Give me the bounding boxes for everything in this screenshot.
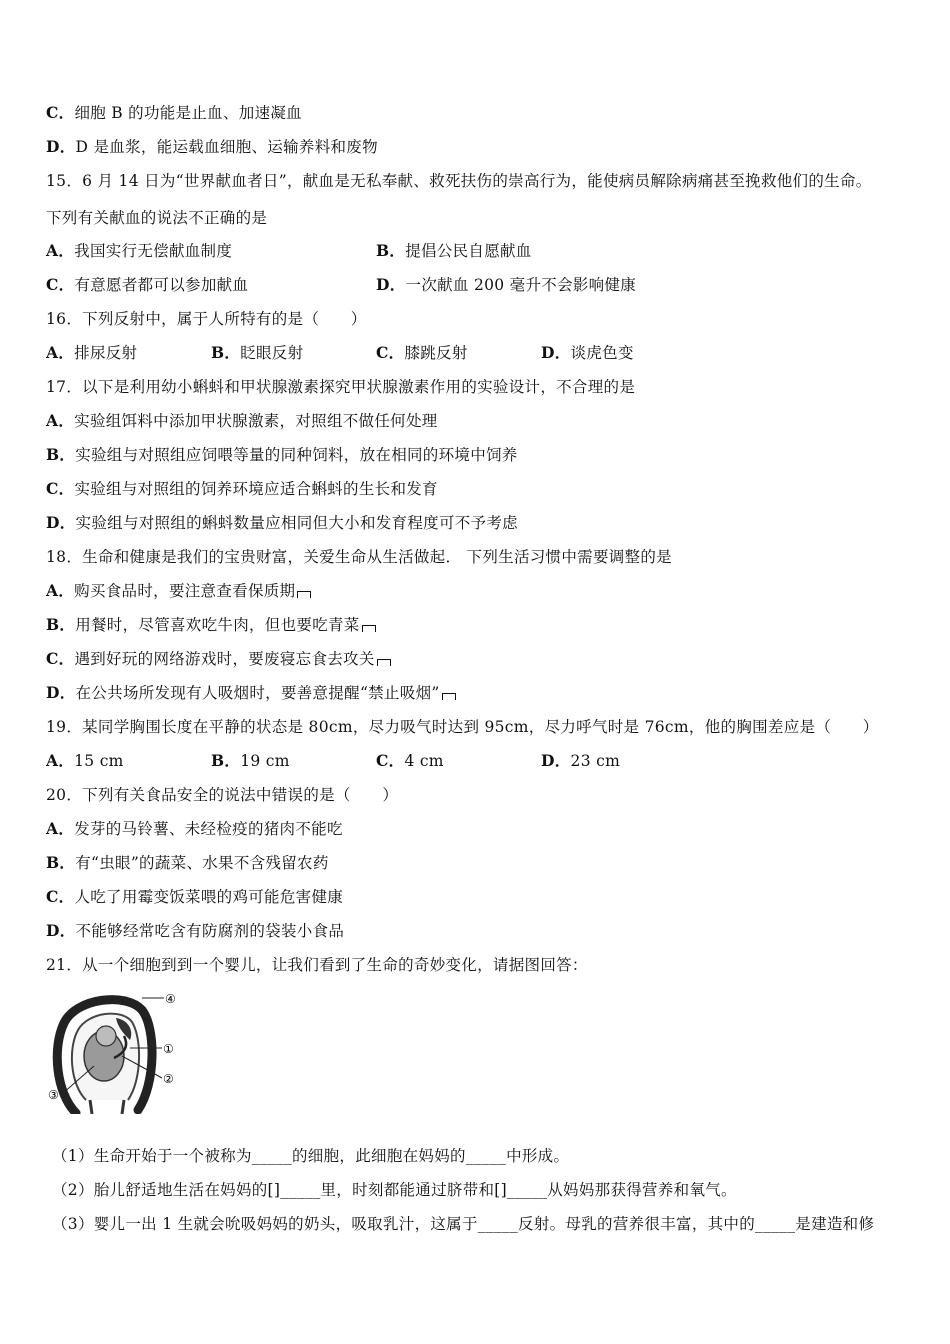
q20-option-d	[46, 921, 344, 941]
option-text: 23 cm	[570, 752, 621, 770]
q21-sub-1	[52, 1146, 569, 1166]
cervix-left-line	[90, 1100, 92, 1114]
label-4: ④	[165, 992, 176, 1006]
option-letter: B．	[376, 241, 406, 260]
option-letter: D．	[46, 921, 76, 940]
q15-option-d	[376, 275, 636, 295]
question-number: 17．	[46, 378, 83, 396]
punctuation-mark-icon	[442, 693, 456, 700]
q18-stem	[46, 547, 672, 567]
option-letter: B．	[211, 751, 241, 770]
option-text: 实验组与对照组的饲养环境应适合蝌蚪的生长和发育	[74, 480, 438, 498]
question-number: 20．	[46, 786, 83, 804]
option-letter: A．	[46, 819, 75, 838]
question-text: 生命和健康是我们的宝贵财富，关爱生命从生活做起． 下列生活习惯中需要调整的是	[82, 548, 672, 566]
sub-question-text: （2）胎儿舒适地生活在妈妈的[]_____里，时刻都能通过脐带和[]_____从妈妈那获得营养和氧气。	[52, 1181, 737, 1199]
option-letter: D．	[541, 343, 571, 362]
option-letter: A．	[46, 581, 75, 600]
option-text: 发芽的马铃薯、未经检疫的猪肉不能吃	[74, 820, 343, 838]
option-text: 细胞 B 的功能是止血、加速凝血	[74, 104, 302, 122]
question-text: 从一个细胞到到一个婴儿，让我们看到了生命的奇妙变化，请据图回答：	[82, 956, 588, 974]
option-text: 实验组饵料中添加甲状腺激素，对照组不做任何处理	[74, 412, 438, 430]
option-letter: D．	[46, 513, 76, 532]
question-text: 下列有关献血的说法不正确的是	[46, 209, 268, 227]
q21-sub-2	[52, 1180, 737, 1200]
q17-stem	[46, 377, 635, 397]
q15-option-c	[46, 275, 248, 295]
option-letter: C．	[46, 649, 75, 668]
option-text: 在公共场所发现有人吸烟时，要善意提醒“禁止吸烟”	[75, 684, 440, 702]
question-text: 下列反射中，属于人所特有的是（ ）	[82, 310, 367, 328]
q15-stem	[46, 171, 872, 191]
question-number: 16．	[46, 310, 83, 328]
option-letter: A．	[46, 411, 75, 430]
punctuation-mark-icon	[362, 625, 376, 632]
option-text: 谈虎色变	[570, 344, 634, 362]
question-text: 某同学胸围长度在平静的状态是 80cm，尽力吸气时达到 95cm，尽力呼气时是 76cm，他的胸围差应是（ ）	[82, 718, 879, 736]
option-text: 提倡公民自愿献血	[405, 242, 532, 260]
q18-option-c	[46, 649, 391, 669]
option-letter: A．	[46, 751, 75, 770]
q19-option-c	[376, 751, 444, 771]
q17-option-b	[46, 445, 518, 465]
q18-option-b	[46, 615, 376, 635]
option-text: 实验组与对照组应饲喂等量的同种饲料，放在相同的环境中饲养	[75, 446, 518, 464]
q16-option-d	[541, 343, 634, 363]
sub-question-text: （1）生命开始于一个被称为_____的细胞，此细胞在妈妈的_____中形成。	[52, 1147, 570, 1165]
option-letter: B．	[46, 445, 76, 464]
q19-option-a	[46, 751, 124, 771]
label-1: ①	[163, 1042, 174, 1056]
option-text: 人吃了用霉变饭菜喂的鸡可能危害健康	[74, 888, 344, 906]
fetus-uterus-figure	[46, 988, 186, 1114]
question-text: 下列有关食品安全的说法中错误的是（ ）	[82, 786, 399, 804]
option-text: 19 cm	[240, 752, 290, 770]
punctuation-mark-icon	[377, 659, 391, 666]
q20-stem	[46, 785, 398, 805]
q20-option-b	[46, 853, 329, 873]
q19-option-d	[541, 751, 620, 771]
option-letter: A．	[46, 343, 75, 362]
q16-option-a	[46, 343, 137, 363]
sub-question-text: （3）婴儿一出 1 生就会吮吸妈妈的奶头，吸取乳汁，这属于_____反射。母乳的营养很丰富，其中的_____是建造和修	[52, 1215, 875, 1233]
option-letter: D．	[376, 275, 406, 294]
q16-stem	[46, 309, 367, 329]
cervix-right-line	[122, 1100, 124, 1114]
option-letter: D．	[46, 137, 76, 156]
option-text: 眨眼反射	[240, 344, 304, 362]
option-text: 有“虫眼”的蔬菜、水果不含残留农药	[75, 854, 329, 872]
option-letter: C．	[376, 343, 405, 362]
question-text: 以下是利用幼小蝌蚪和甲状腺激素探究甲状腺激素作用的实验设计，不合理的是	[82, 378, 636, 396]
q20-option-c	[46, 887, 343, 907]
question-text: 6 月 14 日为“世界献血者日”，献血是无私奉献、救死扶伤的崇高行为，能使病员解除病痛甚至挽救他们的生命。	[82, 172, 872, 190]
q14-option-c	[46, 103, 302, 123]
q18-option-a	[46, 581, 311, 601]
option-text: 排尿反射	[74, 344, 138, 362]
question-number: 21．	[46, 956, 83, 974]
label-3: ③	[48, 1088, 59, 1102]
option-text: 我国实行无偿献血制度	[74, 242, 233, 260]
option-letter: C．	[46, 887, 75, 906]
q16-option-c	[376, 343, 468, 363]
option-text: 有意愿者都可以参加献血	[74, 276, 249, 294]
question-number: 18．	[46, 548, 83, 566]
option-text: 膝跳反射	[404, 344, 468, 362]
option-text: 一次献血 200 毫升不会影响健康	[405, 276, 637, 294]
q20-option-a	[46, 819, 343, 839]
option-letter: C．	[376, 751, 405, 770]
label-2: ②	[163, 1072, 174, 1086]
fetus-head-shape	[96, 1026, 116, 1046]
q17-option-a	[46, 411, 438, 431]
q19-option-b	[211, 751, 290, 771]
q17-option-c	[46, 479, 438, 499]
option-letter: B．	[211, 343, 241, 362]
option-text: 购买食品时，要注意查看保质期	[74, 582, 296, 600]
q16-option-b	[211, 343, 303, 363]
q15-stem-cont	[46, 208, 267, 228]
punctuation-mark-icon	[297, 591, 311, 598]
option-letter: C．	[46, 479, 75, 498]
option-text: 遇到好玩的网络游戏时，要废寝忘食去攻关	[74, 650, 375, 668]
q17-option-d	[46, 513, 518, 533]
option-text: 用餐时，尽管喜欢吃牛肉，但也要吃青菜	[75, 616, 360, 634]
option-text: 不能够经常吃含有防腐剂的袋装小食品	[75, 922, 345, 940]
option-letter: A．	[46, 241, 75, 260]
q21-stem	[46, 955, 588, 975]
q15-option-b	[376, 241, 532, 261]
option-text: 实验组与对照组的蝌蚪数量应相同但大小和发育程度可不予考虑	[75, 514, 518, 532]
question-number: 19．	[46, 718, 83, 736]
option-letter: C．	[46, 275, 75, 294]
option-text: D 是血浆，能运载血细胞、运输养料和废物	[75, 138, 378, 156]
option-letter: B．	[46, 853, 76, 872]
question-number: 15．	[46, 172, 83, 190]
q18-option-d	[46, 683, 456, 703]
option-text: 15 cm	[74, 752, 124, 770]
q19-stem	[46, 717, 879, 737]
q21-sub-3	[52, 1214, 874, 1234]
option-text: 4 cm	[404, 752, 444, 770]
option-letter: C．	[46, 103, 75, 122]
q14-option-d	[46, 137, 378, 157]
q15-option-a	[46, 241, 232, 261]
option-letter: D．	[541, 751, 571, 770]
option-letter: B．	[46, 615, 76, 634]
option-letter: D．	[46, 683, 76, 702]
